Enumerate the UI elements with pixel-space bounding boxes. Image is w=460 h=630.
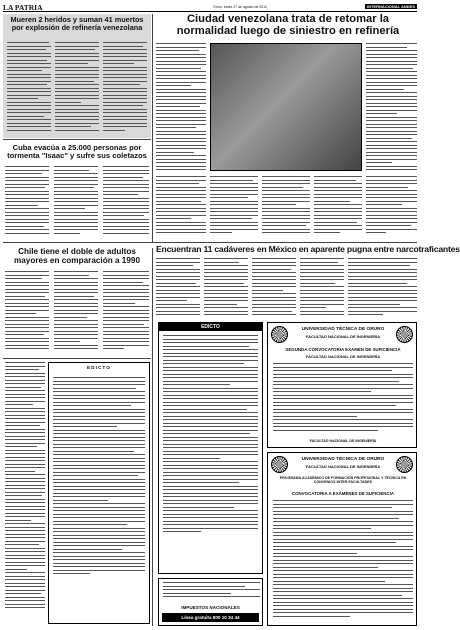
uto-program-name: PROGRAMA ACADÉMICO DE FORMACIÓN PROFESIONAL Y TÉCNICA EN CONVENIOS INTER-FACULTADES [279,476,407,484]
edicto-title: EDICTO [159,323,262,331]
article-headline: Mueren 2 heridos y suman 41 muertos por explosión de refinería venezolana [10,15,144,32]
article-body-text [54,166,98,238]
article-body-text [103,42,147,134]
section-rule [3,358,151,359]
article-body-text [156,43,206,173]
uto-faculty-name: FACULTAD NACIONAL DE INGENIERÍA [305,334,381,339]
faculty-seal-icon [396,456,413,473]
article-body-text [314,176,362,238]
article-body-text [300,258,344,318]
article-body-text [5,271,49,354]
article-refineria-heridos [3,14,151,138]
masthead [3,3,417,12]
article-body-text [103,166,149,238]
article-body-text [7,42,51,134]
article-body-text [54,271,98,354]
article-body-text [366,43,417,173]
article-body-text [204,258,248,318]
article-ciudad-venezolana [156,14,417,240]
impuestos-title: IMPUESTOS NACIONALES [181,605,240,610]
uto-faculty-name: FACULTAD NACIONAL DE INGENIERÍA [305,464,381,469]
article-headline: Cuba evacúa a 25.000 personas por tormenta "Isaac" y sufre sus coletazos [7,143,147,160]
article-body-text [156,176,206,238]
uto-convocatoria-title: SEGUNDA CONVOCATORIA EXAMEN DE SUFICIENCIA [285,347,401,352]
article-cuba-isaac [3,142,151,240]
news-photo-refinery [210,43,362,171]
article-body-text [103,271,149,354]
edicto-title: EDICTO [86,366,112,371]
uto-university-name: UNIVERSIDAD TÉCNICA DE ORURO [301,327,385,332]
edicto-body-text [163,335,258,571]
section-rule [3,139,151,140]
ad-body-text [163,582,260,602]
article-body-text [210,176,258,238]
impuestos-nacionales-ad [158,578,263,626]
article-headline: Ciudad venezolana trata de retomar la normalidad luego de siniestro en refinería [176,13,400,37]
article-chile-adultos [3,246,151,356]
uto-faculty-name-2: FACULTAD NACIONAL DE INGENIERÍA [305,354,381,359]
university-seal-icon [271,326,288,343]
article-headline: Encuentran 11 cadáveres en México en aparente pugna entre narcotraficantes [156,244,460,254]
ad-body-text [273,500,413,622]
article-body-text [348,258,417,318]
newspaper-logo: LA PATRIA [3,3,43,12]
uto-footer: FACULTAD NACIONAL DE INGENIERÍA [309,439,377,443]
faculty-seal-icon [396,326,413,343]
ad-body-text [273,363,413,435]
article-body-text [55,42,99,134]
column-rule [152,248,153,626]
edicto-body-text [53,377,145,621]
article-headline: Chile tiene el doble de adultos mayores en comparación a 1990 [13,247,141,265]
article-body-text [252,258,296,318]
university-seal-icon [271,456,288,473]
article-cadaveres-mexico [156,244,460,320]
issue-date: Oruro, lunes 27 de agosto de 2012 [213,5,268,9]
article-body-text [262,176,310,238]
article-body-text [5,362,45,624]
article-body-text [366,176,417,238]
article-body-text [5,166,49,238]
uto-convocatoria-ad-2 [267,452,417,626]
section-label: INTERNACIONAL ANDES [366,4,415,9]
edicto-notice-left [48,362,150,624]
column-rule [152,14,153,242]
uto-university-name: UNIVERSIDAD TÉCNICA DE ORURO [301,457,385,462]
edicto-notice-center [158,322,263,574]
uto-convocatoria-ad-1 [267,322,417,448]
article-body-text [156,258,200,318]
uto-convocatoria-title: CONVOCATORIA A EXÁMENES DE SUFICIENCIA [291,491,395,496]
section-rule [3,242,417,243]
impuestos-phone: Línea gratuita 800 10 34 44 [162,613,259,622]
